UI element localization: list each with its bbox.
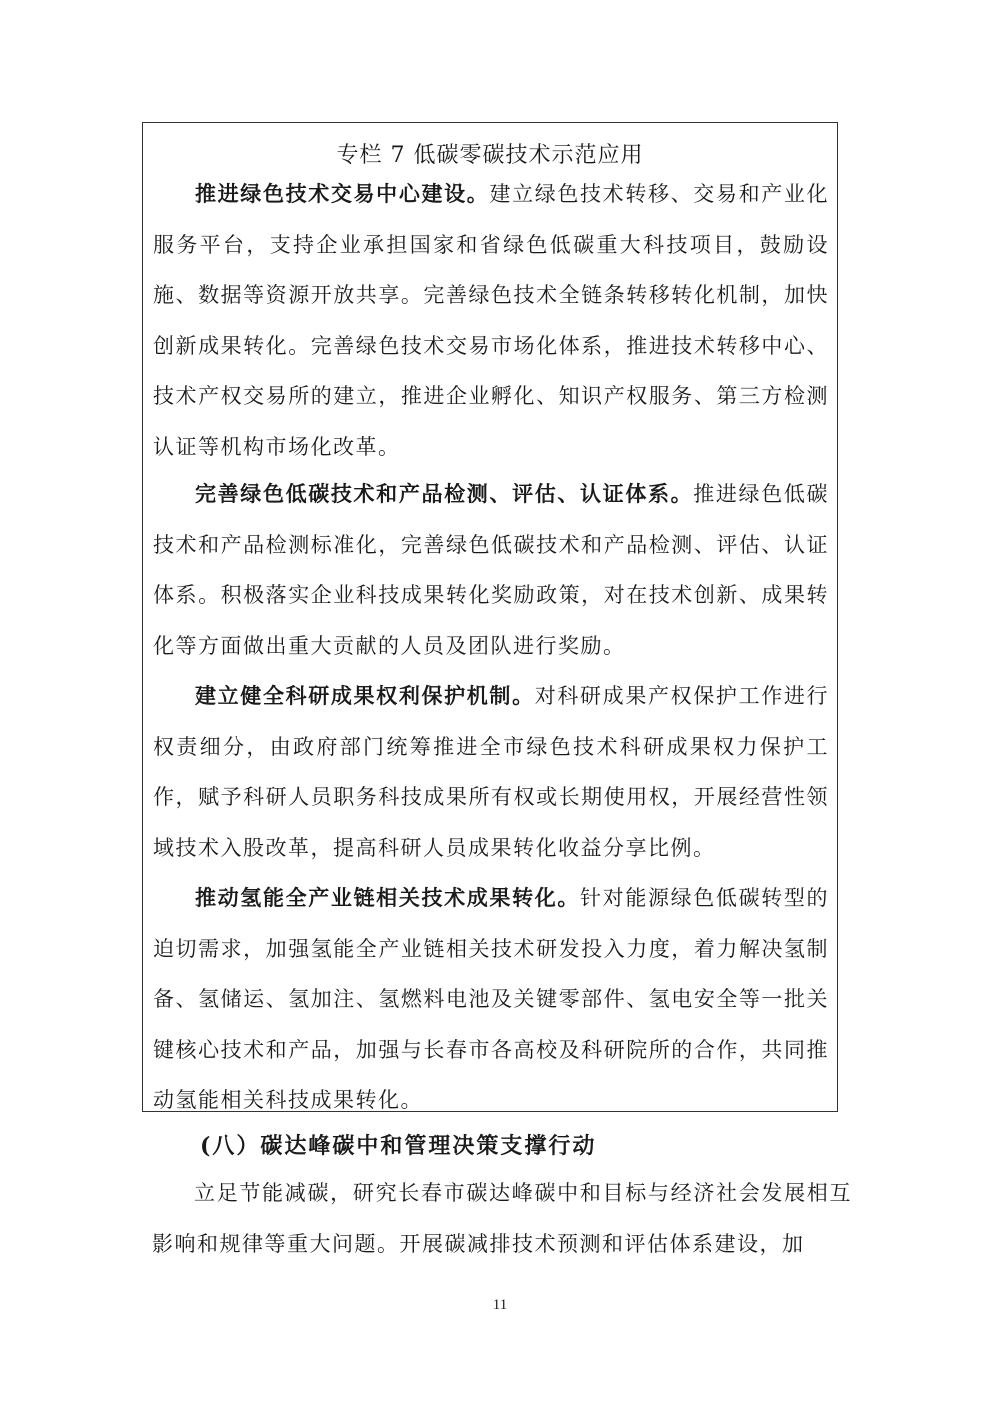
box-paragraph-1 xyxy=(153,169,829,472)
box-paragraph-2 xyxy=(153,469,829,671)
paragraph-text: 推进绿色低碳技术和产品检测标准化，完善绿色低碳技术和产品检测、评估、认证体系。积极落实企业科技成果转化奖励政策，对在技术创新、成果转化等方面做出重大贡献的人员及团队进行奖励。 xyxy=(153,482,830,658)
paragraph-lead: 完善绿色低碳技术和产品检测、评估、认证体系。 xyxy=(195,481,694,506)
paragraph-text: 针对能源绿色低碳转型的迫切需求，加强氢能全产业链相关技术研发投入力度，着力解决氢制备、氢储运、氢加注、氢燃料电池及关键零部件、氢电安全等一批关键核心技术和产品，加强与长春市各高校及科研院所的合作，共同推动氢能相关科技成果转化。 xyxy=(153,886,830,1112)
paragraph-text: 对科研成果产权保护工作进行权责细分，由政府部门统筹推进全市绿色技术科研成果权力保护工作，赋予科研人员职务科技成果所有权或长期使用权，开展经营性领域技术入股改革，提高科研人员成果转化收益分享比例。 xyxy=(153,684,830,860)
paragraph-text: 建立绿色技术转移、交易和产业化服务平台，支持企业承担国家和省绿色低碳重大科技项目，鼓励设施、数据等资源开放共享。完善绿色技术全链条转移转化机制，加快创新成果转化。完善绿色技术交易市场化体系，推进技术转移中心、技术产权交易所的建立，推进企业孵化、知识产权服务、第三方检测认证等机构市场化改革。 xyxy=(153,182,830,459)
body-paragraph: 立足节能减碳，研究长春市碳达峰碳中和目标与经济社会发展相互影响和规律等重大问题。开展碳减排技术预测和评估体系建设，加 xyxy=(152,1181,852,1256)
sidebar-box xyxy=(142,122,838,1112)
paragraph-lead: 推动氢能全产业链相关技术成果转化。 xyxy=(195,885,581,910)
box-title: 专栏 7 低碳零碳技术示范应用 xyxy=(336,143,644,168)
box-paragraph-3 xyxy=(153,671,829,873)
page-number: 11 xyxy=(492,1297,508,1313)
paragraph-lead: 建立健全科研成果权利保护机制。 xyxy=(195,683,535,708)
section-heading: (八）碳达峰碳中和管理决策支撑行动 xyxy=(200,1133,597,1159)
paragraph-lead: 推进绿色技术交易中心建设。 xyxy=(195,181,490,206)
box-paragraph-4 xyxy=(153,873,829,1126)
